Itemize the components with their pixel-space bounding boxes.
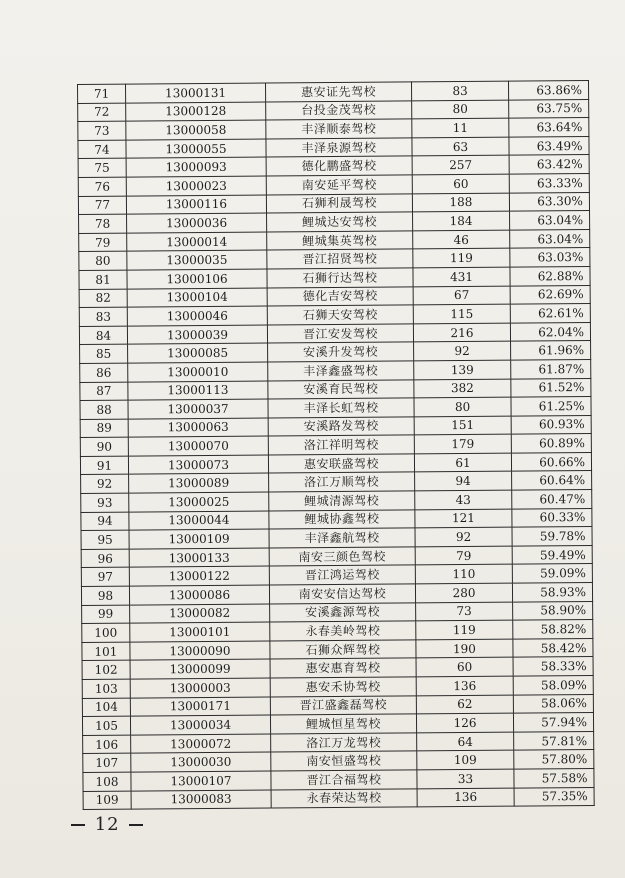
exam-count-cell: 33 [417,769,514,788]
school-name-cell: 洛江万龙驾校 [271,733,417,753]
exam-count-cell: 83 [411,81,508,100]
row-number-cell: 82 [79,289,127,308]
school-code-cell: 13000034 [130,715,270,735]
exam-count-cell: 46 [413,230,510,249]
pass-rate-cell: 63.86% [508,80,588,99]
school-code-cell: 13000116 [126,195,266,215]
row-number-cell: 96 [81,549,129,568]
exam-count-cell: 121 [415,509,512,528]
row-number-cell: 76 [78,177,126,196]
pass-rate-cell: 63.49% [509,136,589,155]
school-code-cell: 13000104 [127,288,267,308]
row-number-cell: 109 [83,791,131,810]
pass-rate-cell: 62.69% [510,285,590,304]
pass-rate-cell: 61.96% [511,341,591,360]
school-name-cell: 台投金茂驾校 [266,100,412,120]
results-table-wrapper [77,80,594,810]
school-name-cell: 丰泽顺泰驾校 [266,119,412,139]
school-code-cell: 13000107 [131,771,271,791]
school-code-cell: 13000099 [130,659,270,679]
row-number-cell: 75 [78,158,126,177]
row-number-cell: 72 [78,103,126,122]
row-number-cell: 77 [78,196,126,215]
school-code-cell: 13000085 [128,343,268,363]
pass-rate-cell: 63.75% [509,99,589,118]
school-name-cell: 南安延平驾校 [266,175,412,195]
school-code-cell: 13000030 [131,752,271,772]
row-number-cell: 83 [79,307,127,326]
row-number-cell: 98 [81,586,129,605]
school-name-cell: 安溪鑫源驾校 [270,602,416,622]
school-code-cell: 13000128 [126,102,266,122]
school-name-cell: 惠安惠育驾校 [270,658,416,678]
school-name-cell: 鲤城协鑫驾校 [269,510,415,530]
school-name-cell: 鲤城达安驾校 [267,212,413,232]
school-code-cell: 13000035 [127,250,267,270]
results-table [77,80,595,810]
row-number-cell: 108 [83,772,131,791]
exam-count-cell: 60 [416,657,513,676]
school-code-cell: 13000090 [130,641,270,661]
pass-rate-cell: 61.25% [511,397,591,416]
pass-rate-cell: 60.89% [511,434,591,453]
school-code-cell: 13000083 [131,790,271,810]
school-name-cell: 鲤城集英驾校 [267,231,413,251]
exam-count-cell: 60 [412,174,509,193]
row-number-cell: 89 [80,419,128,438]
pass-rate-cell: 59.78% [512,527,592,546]
pass-rate-cell: 63.04% [510,229,590,248]
exam-count-cell: 115 [413,304,510,323]
school-code-cell: 13000037 [128,399,268,419]
row-number-cell: 90 [80,437,128,456]
row-number-cell: 105 [82,716,130,735]
pass-rate-cell: 63.42% [509,155,589,174]
row-number-cell: 81 [79,270,127,289]
school-name-cell: 安溪育民驾校 [268,379,414,399]
row-number-cell: 87 [80,382,128,401]
exam-count-cell: 62 [416,695,513,714]
school-name-cell: 南安安信达驾校 [269,584,415,604]
exam-count-cell: 79 [415,546,512,565]
pass-rate-cell: 62.04% [510,322,590,341]
results-table-body [78,80,595,809]
pass-rate-cell: 60.64% [512,471,592,490]
school-name-cell: 丰泽泉源驾校 [266,138,412,158]
row-number-cell: 102 [82,661,130,680]
pass-rate-cell: 61.52% [511,378,591,397]
row-number-cell: 78 [79,214,127,233]
row-number-cell: 91 [80,456,128,475]
school-name-cell: 晋江合福驾校 [271,770,417,790]
school-name-cell: 安溪升发驾校 [268,342,414,362]
school-name-cell: 丰泽长虹驾校 [268,398,414,418]
pass-rate-cell: 57.58% [514,768,594,787]
exam-count-cell: 190 [416,639,513,658]
row-number-cell: 86 [80,363,128,382]
exam-count-cell: 151 [414,416,511,435]
school-name-cell: 石狮天安驾校 [267,305,413,325]
exam-count-cell: 382 [414,379,511,398]
exam-count-cell: 126 [416,713,513,732]
pass-rate-cell: 63.30% [509,192,589,211]
school-code-cell: 13000089 [129,473,269,493]
school-code-cell: 13000106 [127,269,267,289]
pass-rate-cell: 62.88% [510,266,590,285]
school-name-cell: 石狮利晟驾校 [266,193,412,213]
school-code-cell: 13000171 [130,697,270,717]
exam-count-cell: 43 [415,490,512,509]
pass-rate-cell: 60.93% [511,415,591,434]
exam-count-cell: 61 [414,453,511,472]
school-code-cell: 13000122 [129,566,269,586]
exam-count-cell: 119 [416,620,513,639]
school-code-cell: 13000073 [128,455,268,475]
row-number-cell: 79 [79,233,127,252]
row-number-cell: 93 [81,493,129,512]
pass-rate-cell: 58.33% [513,657,593,676]
row-number-cell: 71 [78,84,126,103]
exam-count-cell: 216 [413,323,510,342]
exam-count-cell: 139 [414,360,511,379]
exam-count-cell: 257 [412,155,509,174]
page-number: 12 [94,814,120,835]
page-footer [68,814,146,835]
school-code-cell: 13000131 [126,83,266,103]
school-name-cell: 安溪路发驾校 [268,417,414,437]
school-name-cell: 鲤城清源驾校 [269,491,415,511]
exam-count-cell: 80 [414,397,511,416]
school-name-cell: 南安恒盛驾校 [271,751,417,771]
school-code-cell: 13000044 [129,511,269,531]
school-code-cell: 13000039 [127,325,267,345]
exam-count-cell: 184 [413,211,510,230]
exam-count-cell: 109 [417,750,514,769]
school-code-cell: 13000109 [129,529,269,549]
exam-count-cell: 92 [414,341,511,360]
row-number-cell: 85 [80,344,128,363]
pass-rate-cell: 57.81% [514,731,594,750]
row-number-cell: 74 [78,140,126,159]
school-code-cell: 13000036 [127,213,267,233]
school-name-cell: 晋江招贤驾校 [267,249,413,269]
school-name-cell: 丰泽鑫航驾校 [269,528,415,548]
exam-count-cell: 63 [412,137,509,156]
exam-count-cell: 136 [416,676,513,695]
row-number-cell: 80 [79,251,127,270]
school-code-cell: 13000133 [129,548,269,568]
row-number-cell: 84 [79,326,127,345]
pass-rate-cell: 58.09% [513,675,593,694]
school-name-cell: 永春荣达驾校 [271,788,417,808]
footer-dash-left [71,824,85,826]
pass-rate-cell: 61.87% [511,359,591,378]
school-code-cell: 13000014 [127,232,267,252]
school-name-cell: 惠安证先驾校 [265,82,411,102]
exam-count-cell: 136 [417,788,514,807]
pass-rate-cell: 58.82% [513,620,593,639]
exam-count-cell: 94 [415,472,512,491]
school-code-cell: 13000072 [131,734,271,754]
row-number-cell: 94 [81,512,129,531]
school-code-cell: 13000046 [127,306,267,326]
pass-rate-cell: 57.35% [514,787,594,806]
pass-rate-cell: 60.47% [512,490,592,509]
exam-count-cell: 179 [414,434,511,453]
pass-rate-cell: 57.94% [513,713,593,732]
row-number-cell: 95 [81,530,129,549]
pass-rate-cell: 63.03% [510,248,590,267]
school-code-cell: 13000101 [130,622,270,642]
school-name-cell: 丰泽鑫盛驾校 [268,361,414,381]
exam-count-cell: 11 [412,118,509,137]
school-name-cell: 洛江祥明驾校 [268,435,414,455]
pass-rate-cell: 59.09% [512,564,592,583]
row-number-cell: 104 [82,698,130,717]
school-code-cell: 13000055 [126,139,266,159]
school-code-cell: 13000093 [126,157,266,177]
pass-rate-cell: 58.42% [513,638,593,657]
row-number-cell: 103 [82,679,130,698]
exam-count-cell: 280 [415,583,512,602]
row-number-cell: 88 [80,400,128,419]
exam-count-cell: 92 [415,527,512,546]
pass-rate-cell: 63.64% [509,118,589,137]
pass-rate-cell: 57.80% [514,750,594,769]
exam-count-cell: 119 [413,248,510,267]
footer-dash-right [129,824,143,826]
pass-rate-cell: 63.33% [509,173,589,192]
school-name-cell: 永春美岭驾校 [270,621,416,641]
school-code-cell: 13000025 [129,492,269,512]
school-name-cell: 晋江盛鑫磊驾校 [270,695,416,715]
pass-rate-cell: 58.93% [512,582,592,601]
row-number-cell: 106 [83,735,131,754]
pass-rate-cell: 58.06% [513,694,593,713]
row-number-cell: 99 [82,605,130,624]
school-code-cell: 13000082 [130,604,270,624]
pass-rate-cell: 63.04% [510,211,590,230]
school-code-cell: 13000113 [128,381,268,401]
school-name-cell: 晋江安发驾校 [267,324,413,344]
school-name-cell: 洛江万顺驾校 [269,472,415,492]
school-code-cell: 13000058 [126,120,266,140]
school-code-cell: 13000003 [130,678,270,698]
school-name-cell: 惠安联盛驾校 [268,454,414,474]
school-code-cell: 13000086 [129,585,269,605]
school-name-cell: 德化鹏盛驾校 [266,156,412,176]
pass-rate-cell: 59.49% [512,545,592,564]
row-number-cell: 107 [83,753,131,772]
school-code-cell: 13000063 [128,418,268,438]
pass-rate-cell: 60.66% [511,452,591,471]
exam-count-cell: 67 [413,286,510,305]
exam-count-cell: 431 [413,267,510,286]
school-code-cell: 13000023 [126,176,266,196]
school-name-cell: 石狮行达驾校 [267,268,413,288]
row-number-cell: 101 [82,642,130,661]
row-number-cell: 73 [78,121,126,140]
pass-rate-cell: 60.33% [512,508,592,527]
table-row [83,787,594,810]
exam-count-cell: 64 [417,732,514,751]
school-name-cell: 惠安禾协驾校 [270,677,416,697]
exam-count-cell: 80 [412,100,509,119]
school-code-cell: 13000070 [128,436,268,456]
row-number-cell: 100 [82,623,130,642]
exam-count-cell: 110 [415,565,512,584]
pass-rate-cell: 62.61% [510,304,590,323]
school-name-cell: 石狮众辉驾校 [270,640,416,660]
row-number-cell: 92 [81,475,129,494]
school-name-cell: 鲤城恒星驾校 [270,714,416,734]
row-number-cell: 97 [81,568,129,587]
school-name-cell: 晋江鸿运驾校 [269,565,415,585]
school-name-cell: 德化吉安驾校 [267,286,413,306]
school-name-cell: 南安三颜色驾校 [269,547,415,567]
exam-count-cell: 73 [416,602,513,621]
school-code-cell: 13000010 [128,362,268,382]
exam-count-cell: 188 [412,193,509,212]
pass-rate-cell: 58.90% [513,601,593,620]
